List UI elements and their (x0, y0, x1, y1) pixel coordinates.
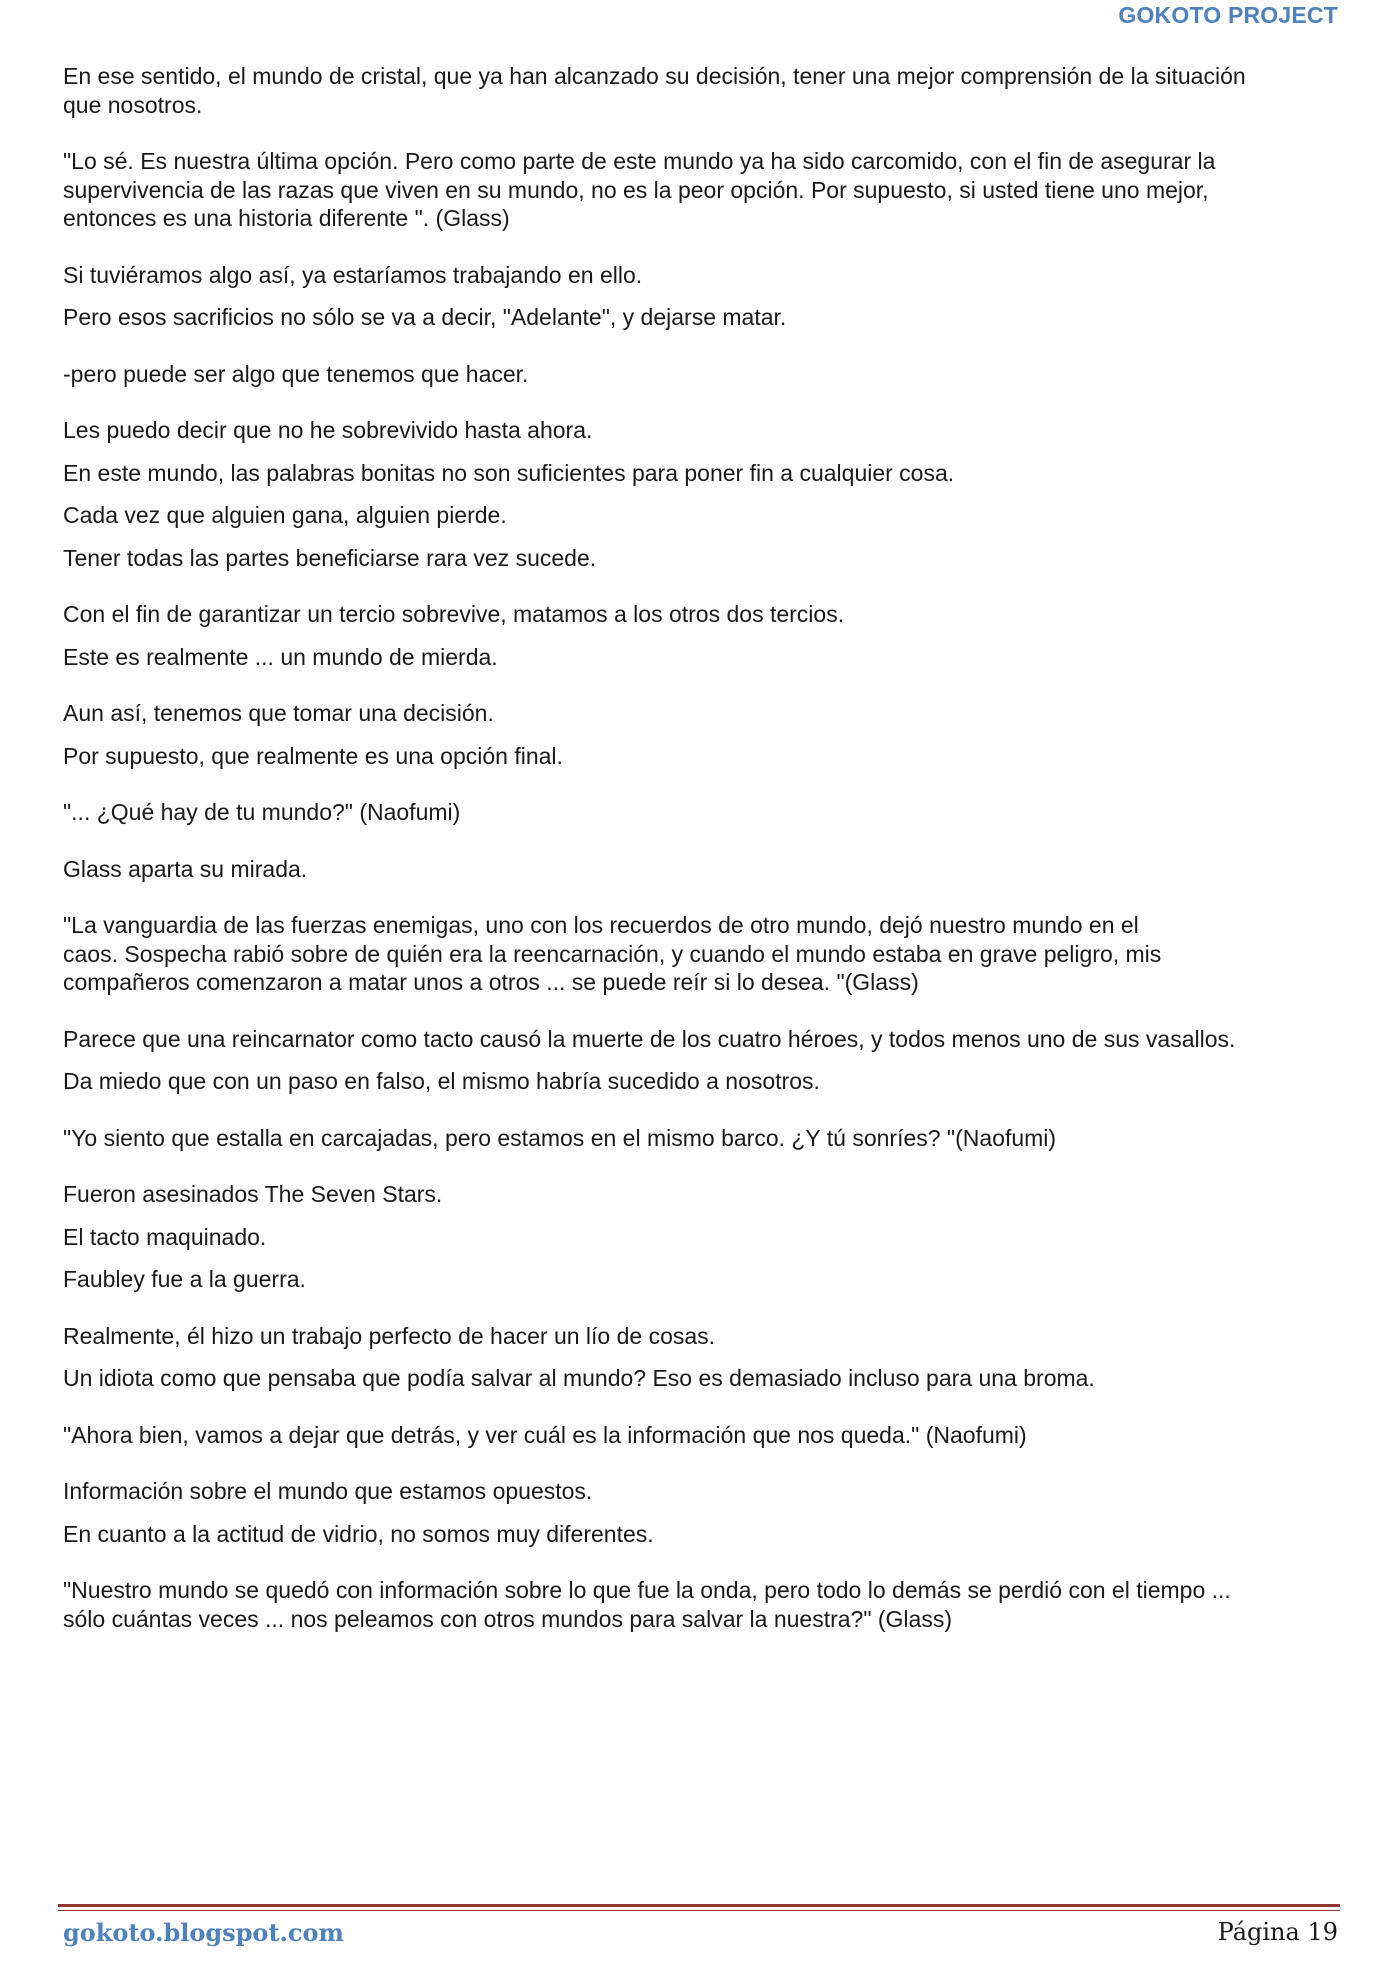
paragraph: En cuanto a la actitud de vidrio, no somos muy diferentes. (63, 1520, 654, 1547)
header-brand: GOKOTO PROJECT (1118, 2, 1338, 28)
paragraph: Da miedo que con un paso en falso, el mismo habría sucedido a nosotros. (63, 1068, 820, 1094)
footer-site-link[interactable]: gokoto.blogspot.com (63, 1918, 344, 1947)
paragraph: -pero puede ser algo que tenemos que hacer. (63, 360, 529, 387)
page-number: Página 19 (1217, 1918, 1338, 1946)
paragraph: Realmente, él hizo un trabajo perfecto de hacer un lío de cosas. (63, 1322, 716, 1349)
paragraph: "Ahora bien, vamos a dejar que detrás, y ver cuál es la información que nos queda." (Naofumi) (63, 1421, 1027, 1448)
footer-rule (58, 1904, 1340, 1907)
paragraph: "... ¿Qué hay de tu mundo?" (Naofumi) (63, 799, 461, 825)
paragraph: En este mundo, las palabras bonitas no son suficientes para poner fin a cualquier cosa. (63, 459, 955, 486)
paragraph: "La vanguardia de las fuerzas enemigas, uno con los recuerdos de otro mundo, dejó nuestro mundo en el caos. Sospecha rabió sobre de quién era la reencarnación, y cuando el mundo estaba en grave peligro, mis compañeros comenzaron a matar unos a otros ... se puede reír si lo desea. "(Glass) (63, 912, 1162, 995)
paragraph: Un idiota como que pensaba que podía salvar al mundo? Eso es demasiado incluso para una broma. (63, 1365, 1095, 1391)
paragraph: Aun así, tenemos que tomar una decisión. (63, 700, 494, 726)
paragraph: Si tuviéramos algo así, ya estaríamos trabajando en ello. (63, 261, 643, 288)
paragraph: Este es realmente ... un mundo de mierda. (63, 643, 498, 670)
paragraph: El tacto maquinado. (63, 1223, 267, 1250)
paragraph: Información sobre el mundo que estamos opuestos. (63, 1478, 593, 1504)
paragraph: Parece que una reincarnator como tacto causó la muerte de los cuatro héroes, y todos menos uno de sus vasallos. (63, 1025, 1236, 1052)
paragraph: Fueron asesinados The Seven Stars. (63, 1181, 443, 1207)
paragraph: Con el fin de garantizar un tercio sobrevive, matamos a los otros dos tercios. (63, 601, 845, 627)
footer-rule-secondary (58, 1910, 1340, 1911)
paragraph: "Yo siento que estalla en carcajadas, pero estamos en el mismo barco. ¿Y tú sonríes? "(Naofumi) (63, 1124, 1057, 1151)
paragraph: Glass aparta su mirada. (63, 855, 308, 882)
paragraph: Cada vez que alguien gana, alguien pierde. (63, 502, 507, 528)
body-text (63, 62, 1343, 1633)
paragraph: "Lo sé. Es nuestra última opción. Pero como parte de este mundo ya ha sido carcomido, con el fin de asegurar la supervivencia de las razas que viven en su mundo, no es la peor opción. Por supuesto, si usted tiene uno mejor, entonces es una historia diferente ". (Glass) (63, 148, 1216, 231)
paragraph: Les puedo decir que no he sobrevivido hasta ahora. (63, 417, 593, 443)
paragraph: Tener todas las partes beneficiarse rara vez sucede. (63, 544, 597, 571)
paragraph: "Nuestro mundo se quedó con información sobre lo que fue la onda, pero todo lo demás se perdió con el tiempo ... sólo cuántas veces ... nos peleamos con otros mundos para salvar la nuestra?" (Glass) (63, 1577, 1231, 1632)
paragraph: En ese sentido, el mundo de cristal, que ya han alcanzado su decisión, tener una mejor comprensión de la situación que nosotros. (63, 63, 1246, 118)
paragraph: Por supuesto, que realmente es una opción final. (63, 742, 563, 769)
paragraph: Pero esos sacrificios no sólo se va a decir, "Adelante", y dejarse matar. (63, 304, 787, 330)
paragraph: Faubley fue a la guerra. (63, 1266, 306, 1292)
